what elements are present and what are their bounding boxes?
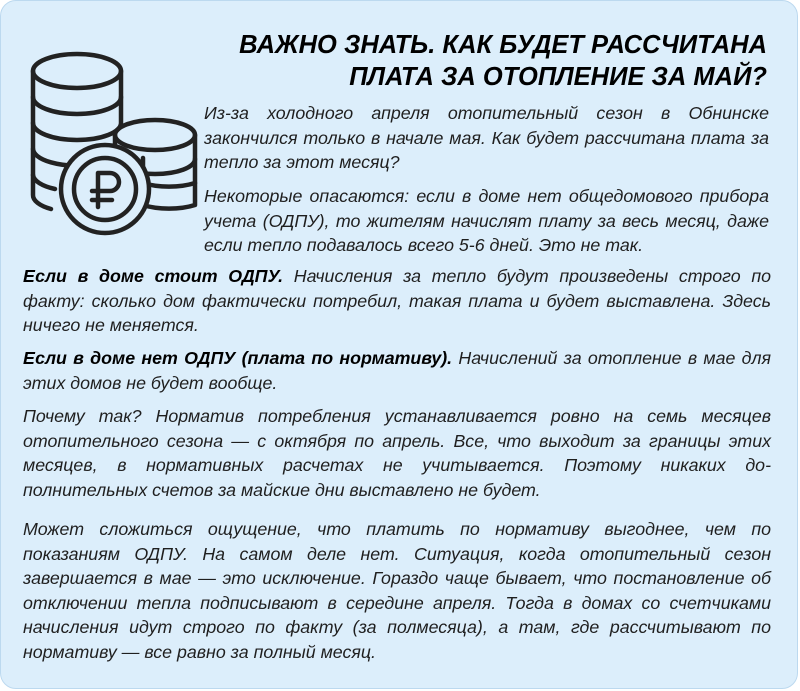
conclusion-paragraph: Может сложиться ощущение, что платить по нормативу выгоднее, чем по показаниям ОДПУ. На самом деле нет. Ситуация, когда отопительный сезон завершается в мае — это исключение. Гораздо чаще бывает, что постановление об отключении тепла подписывают в середине апреля. Тогда в домах со счетчиками начисления идут строго по факту (за полмесяца), а там, где рассчитывают по нормативу — все равно за полный месяц. [23,519,771,662]
concern-paragraph: Некоторые опасаются: если в доме нет общедомового прибора учета (ОДПУ), то жителям начислят плату за весь месяц, даже если тепло подавалось всего 5-6 дней. Это не так. [204,186,769,255]
odpu-absent-paragraph [23,346,771,395]
odpu-absent-text: Начислений за отопление в мае для этих домов не будет вообще. [23,348,772,393]
odpu-present-text: Начисления за тепло будут произведены строго по факту: сколько дом фактически потребил, такая плата и будет выставлена. Здесь ничего не меняется. [23,266,771,335]
title-line-1: ВАЖНО ЗНАТЬ. КАК БУДЕТ РАССЧИТАНА [239,31,767,59]
odpu-present-paragraph [23,264,771,338]
title-line-2: ПЛАТА ЗА ОТОПЛЕНИЕ ЗА МАЙ? [349,63,767,91]
odpu-present-lead: Если в доме стоит ОДПУ. [23,266,284,286]
intro-paragraph: Из-за холодного апреля отопительный сезон в Обнинске закончился только в начале мая. Как будет рассчитана плата за тепло за этот месяц? [204,103,769,172]
ruble-coins-stack-icon [15,19,201,239]
article-title [239,29,767,93]
explanation-paragraph: Почему так? Норматив потребления устанавливается ровно на семь месяцев отопительного сезона — с октября по апрель. Все, что выходит за границы этих месяцев, в нормативных расчетах не учитывается. Поэтому никаких дополнительных счетов за майские дни выставлено не будет. [23,406,771,500]
odpu-absent-lead: Если в доме нет ОДПУ (плата по нормативу). [23,348,453,368]
